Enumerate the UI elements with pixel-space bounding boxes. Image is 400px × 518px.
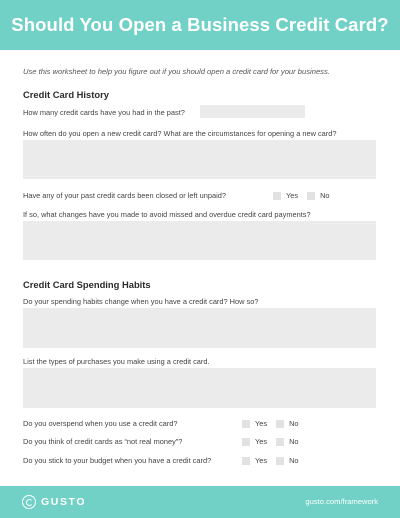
- no-checkbox[interactable]: [276, 457, 284, 465]
- no-label: No: [320, 191, 330, 200]
- intro-text: Use this worksheet to help you figure out if you should open a credit card for your business.: [23, 67, 330, 76]
- question-purchase-types: List the types of purchases you make using a credit card.: [23, 357, 210, 366]
- no-checkbox[interactable]: [276, 438, 284, 446]
- section-title-credit-card-history: Credit Card History: [23, 89, 109, 100]
- answer-field-changes-made[interactable]: [23, 221, 376, 260]
- answer-field-spending-change[interactable]: [23, 308, 376, 348]
- yes-label: Yes: [255, 419, 268, 428]
- page-title: Should You Open a Business Credit Card?: [11, 14, 389, 35]
- yes-no-overspend: [242, 419, 299, 428]
- worksheet-header: [0, 0, 400, 50]
- gusto-logo: [22, 495, 86, 509]
- section-title-spending-habits: Credit Card Spending Habits: [23, 279, 151, 290]
- gusto-logo-text: GUSTO: [41, 496, 87, 508]
- question-stick-to-budget: Do you stick to your budget when you have a credit card?: [23, 456, 212, 465]
- answer-field-purchase-types[interactable]: [23, 368, 376, 408]
- yes-checkbox[interactable]: [242, 420, 250, 428]
- yes-checkbox[interactable]: [242, 438, 250, 446]
- yes-no-stick-to-budget: [242, 456, 299, 465]
- no-checkbox[interactable]: [276, 420, 284, 428]
- gusto-g-icon: [22, 495, 36, 509]
- answer-field-open-frequency[interactable]: [23, 140, 376, 179]
- question-changes-made: If so, what changes have you made to avoid missed and overdue credit card payments?: [23, 210, 311, 219]
- yes-checkbox[interactable]: [273, 192, 281, 200]
- yes-no-closed-unpaid: [273, 191, 330, 200]
- question-overspend: Do you overspend when you use a credit card?: [23, 419, 178, 428]
- question-not-real-money: Do you think of credit cards as “not real money”?: [23, 437, 183, 446]
- question-spending-change: Do your spending habits change when you have a credit card? How so?: [23, 297, 259, 306]
- question-cards-count: How many credit cards have you had in the past?: [23, 108, 185, 117]
- question-open-frequency: How often do you open a new credit card? What are the circumstances for opening a new card?: [23, 129, 337, 138]
- no-label: No: [289, 419, 299, 428]
- yes-label: Yes: [255, 437, 268, 446]
- no-label: No: [289, 437, 299, 446]
- question-closed-unpaid: Have any of your past credit cards been closed or left unpaid?: [23, 191, 226, 200]
- no-label: No: [289, 456, 299, 465]
- yes-label: Yes: [255, 456, 268, 465]
- yes-no-not-real-money: [242, 437, 299, 446]
- yes-checkbox[interactable]: [242, 457, 250, 465]
- yes-label: Yes: [286, 191, 299, 200]
- no-checkbox[interactable]: [307, 192, 315, 200]
- footer-url[interactable]: gusto.com/framework: [305, 497, 378, 506]
- answer-field-cards-count[interactable]: [200, 105, 305, 118]
- worksheet-footer: [0, 486, 400, 518]
